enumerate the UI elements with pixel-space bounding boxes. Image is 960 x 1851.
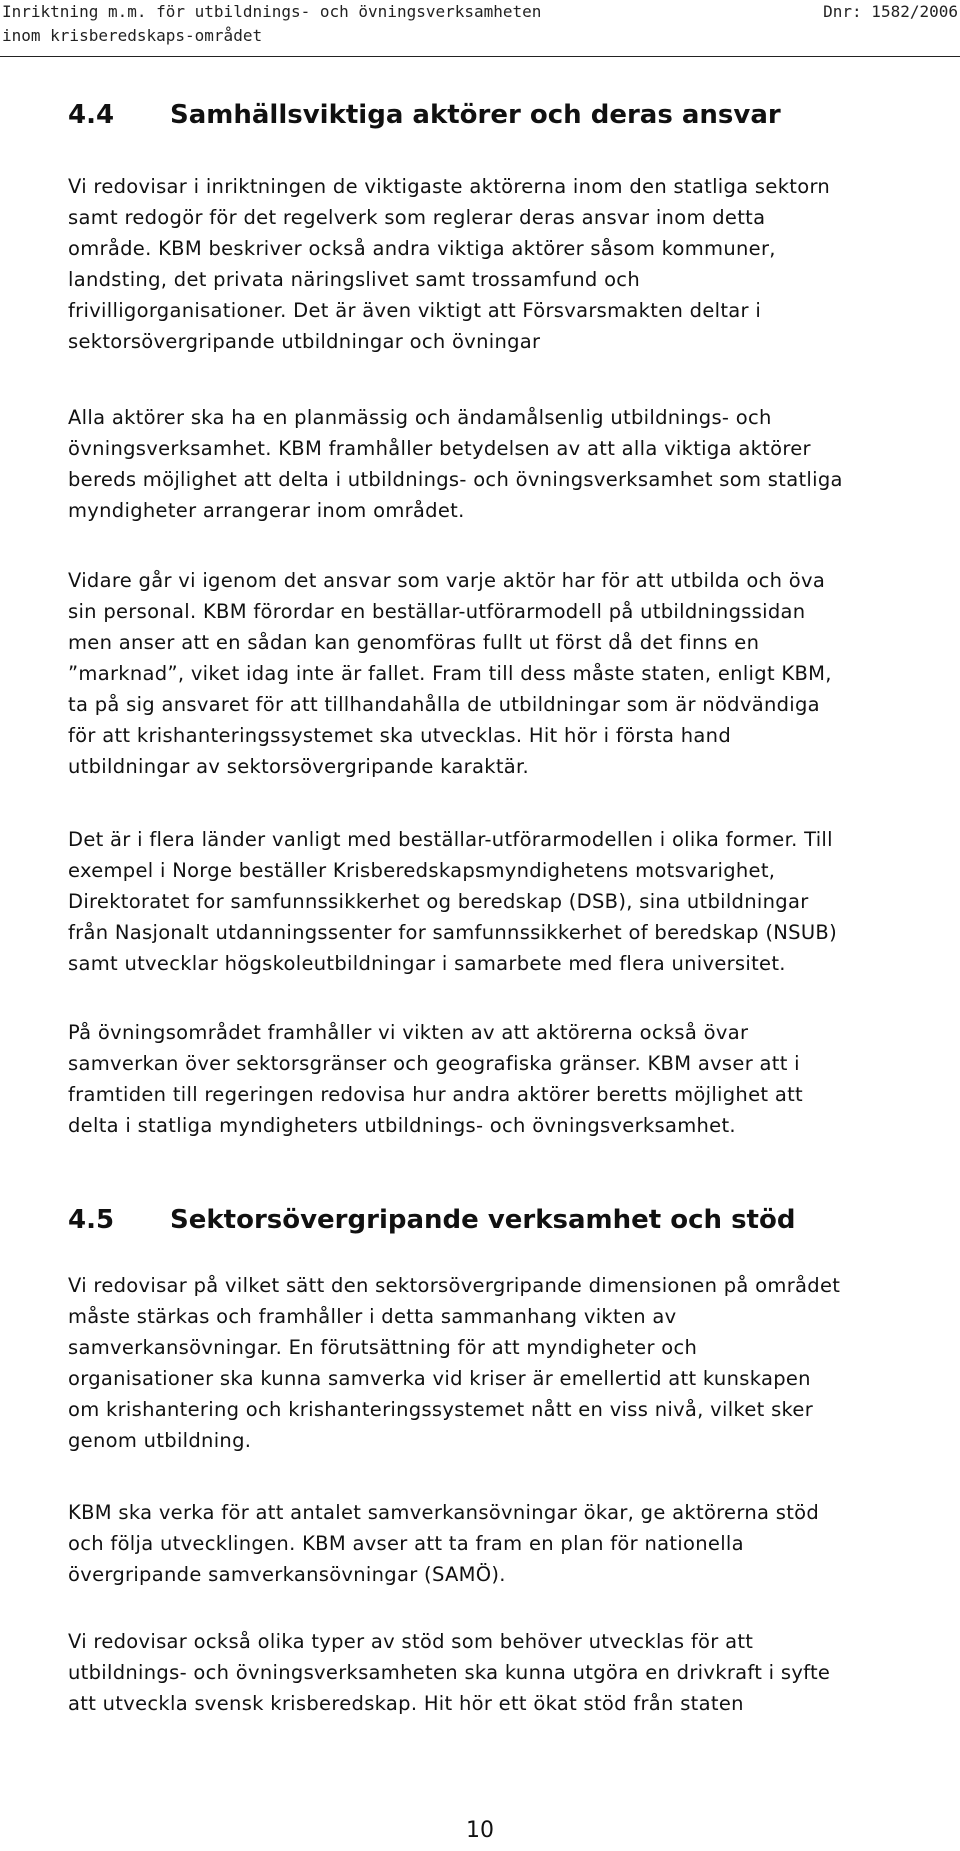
paragraph — [68, 171, 948, 357]
text-line: sektorsövergripande utbildningar och övningar — [68, 330, 541, 353]
text-line: att utveckla svensk krisberedskap. Hit hör ett ökat stöd från staten — [68, 1692, 744, 1715]
paragraph — [68, 1270, 948, 1456]
text-line: utbildningar av sektorsövergripande karaktär. — [68, 755, 530, 778]
text-line: samverkan över sektorsgränser och geografiska gränser. KBM avser att i — [68, 1052, 800, 1075]
text-line: ta på sig ansvaret för att tillhandahålla de utbildningar som är nödvändiga — [68, 693, 820, 716]
text-line: övergripande samverkansövningar (SAMÖ). — [68, 1563, 506, 1586]
paragraph — [68, 1497, 948, 1590]
text-line: KBM ska verka för att antalet samverkansövningar ökar, ge aktörerna stöd — [68, 1501, 820, 1524]
page-number: 10 — [466, 1818, 494, 1843]
paragraph — [68, 565, 948, 782]
page-header — [0, 0, 960, 57]
text-line: område. KBM beskriver också andra viktiga aktörer såsom kommuner, — [68, 237, 776, 260]
paragraph — [68, 402, 948, 526]
text-line: bereds möjlighet att delta i utbildnings- och övningsverksamhet som statliga — [68, 468, 843, 491]
paragraph — [68, 1626, 948, 1719]
text-line: Direktoratet for samfunnssikkerhet og beredskap (DSB), sina utbildningar — [68, 890, 809, 913]
text-line: Vi redovisar i inriktningen de viktigaste aktörerna inom den statliga sektorn — [68, 175, 831, 198]
text-line: Alla aktörer ska ha en planmässig och ändamålsenlig utbildnings- och — [68, 406, 772, 429]
section-heading-4-5 — [68, 1205, 795, 1235]
text-line: Vi redovisar på vilket sätt den sektorsövergripande dimensionen på området — [68, 1274, 841, 1297]
header-title-line2: inom krisberedskaps-området — [2, 26, 263, 45]
text-line: organisationer ska kunna samverka vid kriser är emellertid att kunskapen — [68, 1367, 811, 1390]
text-line: måste stärkas och framhåller i detta sammanhang vikten av — [68, 1305, 677, 1328]
section-number: 4.4 — [68, 100, 115, 130]
header-title — [2, 0, 541, 48]
section-heading-4-4 — [68, 100, 781, 130]
section-number: 4.5 — [68, 1205, 115, 1235]
text-line: genom utbildning. — [68, 1429, 252, 1452]
text-line: framtiden till regeringen redovisa hur andra aktörer beretts möjlighet att — [68, 1083, 803, 1106]
paragraph — [68, 824, 948, 979]
text-line: myndigheter arrangerar inom området. — [68, 499, 465, 522]
text-line: men anser att en sådan kan genomföras fullt ut först då det finns en — [68, 631, 760, 654]
text-line: från Nasjonalt utdanningssenter for samfunnssikkerhet of beredskap (NSUB) — [68, 921, 837, 944]
text-line: exempel i Norge beställer Krisberedskapsmyndighetens motsvarighet, — [68, 859, 776, 882]
text-line: om krishantering och krishanteringssystemet nått en viss nivå, vilket sker — [68, 1398, 814, 1421]
section-title: Samhällsviktiga aktörer och deras ansvar — [170, 100, 781, 130]
section-title: Sektorsövergripande verksamhet och stöd — [170, 1205, 796, 1235]
text-line: landsting, det privata näringslivet samt trossamfund och — [68, 268, 640, 291]
text-line: samt utvecklar högskoleutbildningar i samarbete med flera universitet. — [68, 952, 786, 975]
paragraph — [68, 1017, 948, 1141]
text-line: Vi redovisar också olika typer av stöd som behöver utvecklas för att — [68, 1630, 754, 1653]
document-number: Dnr: 1582/2006 — [823, 2, 958, 21]
text-line: frivilligorganisationer. Det är även viktigt att Försvarsmakten deltar i — [68, 299, 762, 322]
text-line: delta i statliga myndigheters utbildnings- och övningsverksamhet. — [68, 1114, 736, 1137]
text-line: samverkansövningar. En förutsättning för att myndigheter och — [68, 1336, 698, 1359]
text-line: ”marknad”, viket idag inte är fallet. Fram till dess måste staten, enligt KBM, — [68, 662, 832, 685]
text-line: för att krishanteringssystemet ska utvecklas. Hit hör i första hand — [68, 724, 732, 747]
header-title-line1: Inriktning m.m. för utbildnings- och övningsverksamheten — [2, 2, 542, 21]
text-line: utbildnings- och övningsverksamheten ska kunna utgöra en drivkraft i syfte — [68, 1661, 831, 1684]
text-line: sin personal. KBM förordar en beställar-utförarmodell på utbildningssidan — [68, 600, 806, 623]
text-line: Det är i flera länder vanligt med beställar-utförarmodellen i olika former. Till — [68, 828, 833, 851]
text-line: övningsverksamhet. KBM framhåller betydelsen av att alla viktiga aktörer — [68, 437, 811, 460]
text-line: Vidare går vi igenom det ansvar som varje aktör har för att utbilda och öva — [68, 569, 826, 592]
text-line: och följa utvecklingen. KBM avser att ta fram en plan för nationella — [68, 1532, 744, 1555]
text-line: På övningsområdet framhåller vi vikten av att aktörerna också övar — [68, 1021, 749, 1044]
text-line: samt redogör för det regelverk som reglerar deras ansvar inom detta — [68, 206, 766, 229]
